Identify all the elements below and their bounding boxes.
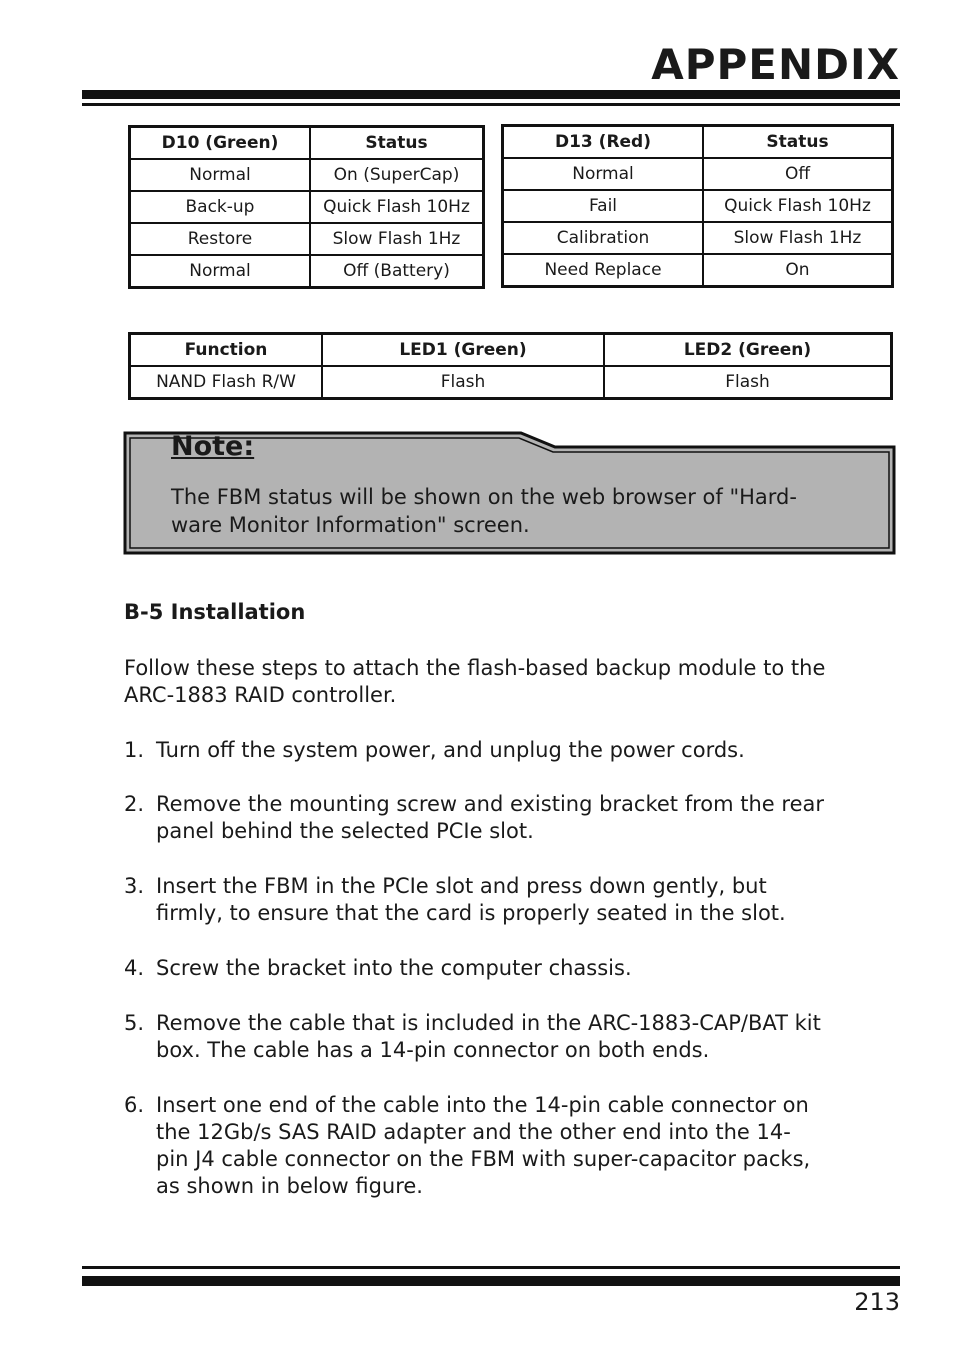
- step-number: 4.: [124, 956, 145, 980]
- table-row: [503, 190, 893, 222]
- step-text: Insert one end of the cable into the 14-pin cable connector on: [156, 1093, 809, 1117]
- step-text: the 12Gb/s SAS RAID adapter and the other end into the 14-: [156, 1120, 791, 1144]
- table-cell: Need Replace: [503, 254, 704, 287]
- table-cell: Quick Flash 10Hz: [310, 191, 484, 223]
- step-text: as shown in below figure.: [156, 1174, 423, 1198]
- step-number: 3.: [124, 874, 145, 898]
- note-line: ware Monitor Information" screen.: [171, 513, 530, 537]
- step-text: panel behind the selected PCIe slot.: [156, 819, 534, 843]
- table-header: Status: [703, 126, 893, 159]
- step-text: Turn off the system power, and unplug the power cords.: [156, 738, 745, 762]
- table-cell: Calibration: [503, 222, 704, 254]
- header-rule: [82, 90, 900, 99]
- page-number: 213: [854, 1288, 900, 1316]
- table-cell: Slow Flash 1Hz: [310, 223, 484, 255]
- intro-line: ARC-1883 RAID controller.: [124, 683, 397, 707]
- section-heading: B-5 Installation: [124, 600, 306, 624]
- step-text: Remove the mounting screw and existing bracket from the rear: [156, 792, 824, 816]
- table-cell: Restore: [130, 223, 311, 255]
- header-rule-thin: [82, 103, 900, 106]
- note-text: [171, 483, 871, 539]
- table-cell: Quick Flash 10Hz: [703, 190, 893, 222]
- d13-status-table: [501, 124, 894, 288]
- table-cell: Normal: [130, 159, 311, 191]
- table-row: [503, 222, 893, 254]
- step-text: firmly, to ensure that the card is properly seated in the slot.: [156, 901, 786, 925]
- table-header: LED2 (Green): [604, 334, 892, 367]
- step-text: Remove the cable that is included in the ARC-1883-CAP/BAT kit: [156, 1011, 821, 1035]
- step-6: [124, 1092, 904, 1200]
- table-header: D10 (Green): [130, 127, 311, 160]
- table-cell: Flash: [322, 366, 604, 399]
- table-cell: Slow Flash 1Hz: [703, 222, 893, 254]
- step-5: [124, 1010, 904, 1064]
- note-box: [123, 431, 896, 555]
- table-header: Status: [310, 127, 484, 160]
- intro-paragraph: [124, 655, 904, 709]
- table-cell: Off: [703, 158, 893, 190]
- table-row: [130, 223, 484, 255]
- step-text: Insert the FBM in the PCIe slot and press down gently, but: [156, 874, 767, 898]
- note-title: Note:: [171, 431, 255, 462]
- table-row: [503, 254, 893, 287]
- step-number: 2.: [124, 792, 145, 816]
- table-row: [130, 191, 484, 223]
- footer-rule: [82, 1276, 900, 1286]
- table-header: D13 (Red): [503, 126, 704, 159]
- intro-line: Follow these steps to attach the flash-based backup module to the: [124, 656, 826, 680]
- footer-rule-thin: [82, 1266, 900, 1269]
- step-number: 6.: [124, 1093, 145, 1117]
- table-cell: NAND Flash R/W: [130, 366, 323, 399]
- step-1: [124, 737, 904, 764]
- table-header: Function: [130, 334, 323, 367]
- table-header: LED1 (Green): [322, 334, 604, 367]
- table-cell: Fail: [503, 190, 704, 222]
- table-cell: On: [703, 254, 893, 287]
- table-row: [130, 255, 484, 288]
- table-row: [130, 366, 892, 399]
- function-led-table: [128, 332, 893, 400]
- step-2: [124, 791, 904, 845]
- table-row: [130, 159, 484, 191]
- step-text: box. The cable has a 14-pin connector on both ends.: [156, 1038, 710, 1062]
- table-cell: Normal: [130, 255, 311, 288]
- note-line: The FBM status will be shown on the web browser of "Hard-: [171, 485, 797, 509]
- d10-status-table: [128, 125, 485, 289]
- table-row: [503, 158, 893, 190]
- step-4: [124, 955, 904, 982]
- step-number: 5.: [124, 1011, 145, 1035]
- table-cell: Off (Battery): [310, 255, 484, 288]
- step-text: pin J4 cable connector on the FBM with super-capacitor packs,: [156, 1147, 811, 1171]
- table-cell: Flash: [604, 366, 892, 399]
- table-cell: Normal: [503, 158, 704, 190]
- table-cell: Back-up: [130, 191, 311, 223]
- step-number: 1.: [124, 738, 145, 762]
- step-text: Screw the bracket into the computer chassis.: [156, 956, 632, 980]
- page-header-title: APPENDIX: [651, 40, 900, 89]
- step-3: [124, 873, 904, 927]
- table-cell: On (SuperCap): [310, 159, 484, 191]
